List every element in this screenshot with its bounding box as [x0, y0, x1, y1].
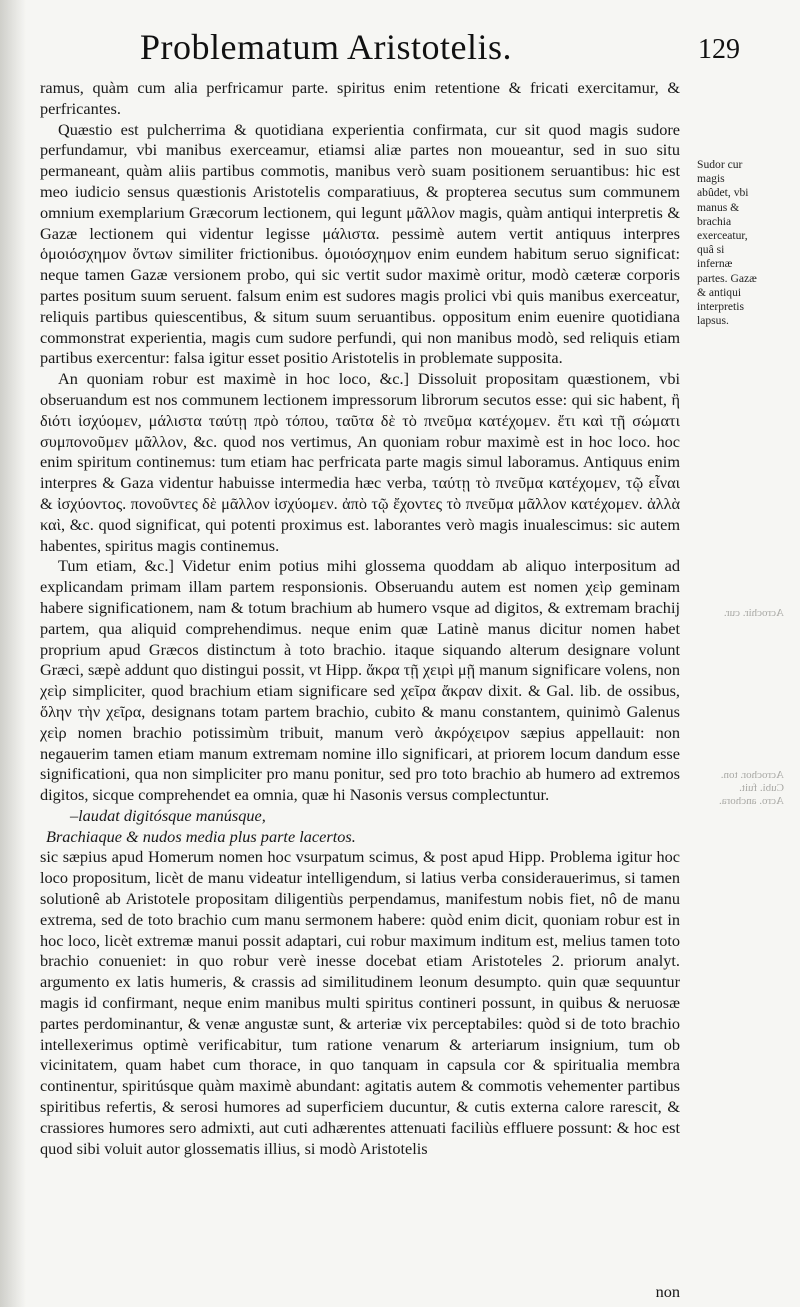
page-header	[140, 26, 740, 76]
show-through-note-2: Acrochor. ton. Cubi. fuit. Acro. anchora.	[718, 769, 784, 807]
paragraph-lemma-robur: An quoniam robur est maximè in hoc loco, &c.] Dissoluit propositam quæstionem, vbi obseruandum est nos communem lectionem impressorum librorum secutos esse: qui sic habent, ἢ διότι ἰσχύομεν, μάλιστα ταύτῃ πρὸ τόπου, ταῦτα δὲ τὸ πνεῦμα κατέχομεν. ἔτι καὶ τῇ σώματι συμπονοῦμεν μᾶλλον, &c. quod nos vertimus, An quoniam robur maximè est in hoc loco. hoc enim spiritum continemus: tum etiam hac perfricata parte magis simul laboramus. Antiquus enim interpres & Gaza videntur habuisse intermedia hæc verba, ταύτῃ τὸ πνεῦμα κατέχομεν, τῷ εἶναι & ἰσχύοντος. πονοῦντες δὲ μᾶλλον ἰσχύομεν. ἀπὸ τῷ ἔχοντες τὸ πνεῦμα μᾶλλον κατέχομεν. ἀλλὰ καὶ, &c. quod significat, qui potenti proximus est. laborantes verò magis inualescimus: sic autem habentes, spiritus magis continemus.	[40, 369, 680, 555]
verse-line-1: –laudat digitósque manúsque,	[70, 805, 266, 825]
verse-line-2: Brachiaque & nudos media plus parte lacertos.	[46, 826, 356, 846]
margin-gloss: Sudor cur magis abûdet, vbi manus & brachia exerceatur, quâ si infernæ partes. Gazæ & antiqui interpretis lapsus.	[697, 158, 757, 328]
show-through-note-1: Acrochir. cur.	[723, 607, 784, 619]
catchword: non	[655, 1282, 680, 1302]
main-text-block	[40, 78, 680, 1303]
page-number: 129	[698, 34, 740, 65]
paragraph-final: sic sæpius apud Homerum nomen hoc vsurpatum scimus, & post apud Hipp. Problema igitur hoc loco propositum, licèt de manu videatur intelligendum, si latius verba considerauerimus, si tamen solutionê ab Aristotele propositam diligentiùs perpendamus, manifestum nobis fiet, nô de manu extrema, sed de toto brachio cum manu sermonem habere: quòd enim dicit, quoniam robur est in hoc loco, licèt extremæ manui possit adaptari, cui robur maximum inditum est, melius tamen toto brachio conueniet: in quo robur verè inesse docebat etiam Aristoteles 2. priorum analyt. argumento ex latis humeris, & crassis ad similitudinem leonum desumpto. quin quæ sequuntur magis id confirmant, neque enim manibus multi spiritus contineri possunt, in quibus & neruosæ partes perdominantur, & venæ angustæ sunt, & arteriæ vix perceptabiles: quòd si de toto brachio intellexerimus optimè verificabitur, tum ratione venarum & arteriarum insignium, tum ob vicinitatem, quam habet cum thorace, in quo tanquam in capsula cor & spiritualia membra continentur, spiritúsque quàm maximè abundant: agitatis autem & commotis vehementer partibus spiritibus refertis, & serosi humores ad superficiem ducuntur, & cutis externa calore rarescit, & crassiores humores sero admixti, aut cuti adhærentes attenuati faciliùs effluere possunt: & hoc est quod sibi voluit autor glossematis illius, si modò Aristotelis	[40, 847, 680, 1158]
page-gutter-shadow	[0, 0, 26, 1307]
paragraph-lemma-tum-etiam: Tum etiam, &c.] Videtur enim potius mihi glossema quoddam ab aliquo interpositum ad explicandam primam illam partem responsionis. Obseruandu autem est nomen χεὶρ geminam habere significationem, nam & totum brachium ab humero vsque ad digitos, & extremam brachij partem, qua aliquid comprehendimus. neque enim quæ Latinè manus dicitur nomen habet proprium apud Græcos distinctum à toto brachio. itaque siquando alterum designare volunt Græci, sæpè addunt quo distingui possit, vt Hipp. ἄκρα τῇ χειρὶ μῇ manum significare volens, non χεὶρ simpliciter, quod brachium etiam significare sed χεῖρα ἄκραν dixit. & Gal. lib. de ossibus, ὅλην τὴν χεῖρα, designans totam partem brachio, cubito & manu constantem, quinimò Galenus χεὶρ nomen brachio potissimùm tribuit, manum verò ἀκρόχειρον sæpius appellauit: non negauerim tamen etiam manum extremam nomine illo significari, at priorem locum dandum esse significationi, qua non simpliciter pro manu ponitur, sed pro toto brachio ab humero ad extremos digitos, sicque comprehendet ea omnia, quæ hi Nasonis versus complectuntur.	[40, 556, 680, 805]
running-title: Problematum Aristotelis.	[140, 27, 512, 67]
paragraph-quaestio: Quæstio est pulcherrima & quotidiana experientia confirmata, cur sit quod magis sudore perfundamur, vbi manibus exerceamur, etiamsi aliæ partes non moueantur, sed in suo situ permaneant, quàm aliis partibus commotis, manibus verò suam positionem seruantibus: hic est meo iudicio sensus quæstionis Aristotelis comparatiuus, & propterea secutus sum communem omnium exemplarium Græcorum lectionem, qui legunt μᾶλλον magis, quàm antiqui interpretis & Gazæ lectionem qui videntur legisse μάλιστα. pessimè autem vertit antiquus interpres ὁμοιόσχημον ὄντων similiter frictionibus. ὁμοιόσχημον enim eundem habitum seruo significat: neque tamen Gazæ versionem probo, qui sic vertit sudor maximè oritur, modò cæteræ corporis partes positum suum seruent. falsum enim est sudores magis prolici vbi quis manibus exerceatur, reliquis partibus quiescentibus, & situm suum seruantibus. oppositum enim euenire quotidiana commonstrat experientia, magis cum sudore perfundi, qui non manibus modò, sed reliquis etiam partibus exercentur: falsa igitur esset positio Aristotelis in problemate supposita.	[40, 119, 680, 368]
paragraph-continuation: ramus, quàm cum alia perfricamur parte. spiritus enim retentione & fricati exercitamur, & perfricantes.	[40, 78, 680, 118]
